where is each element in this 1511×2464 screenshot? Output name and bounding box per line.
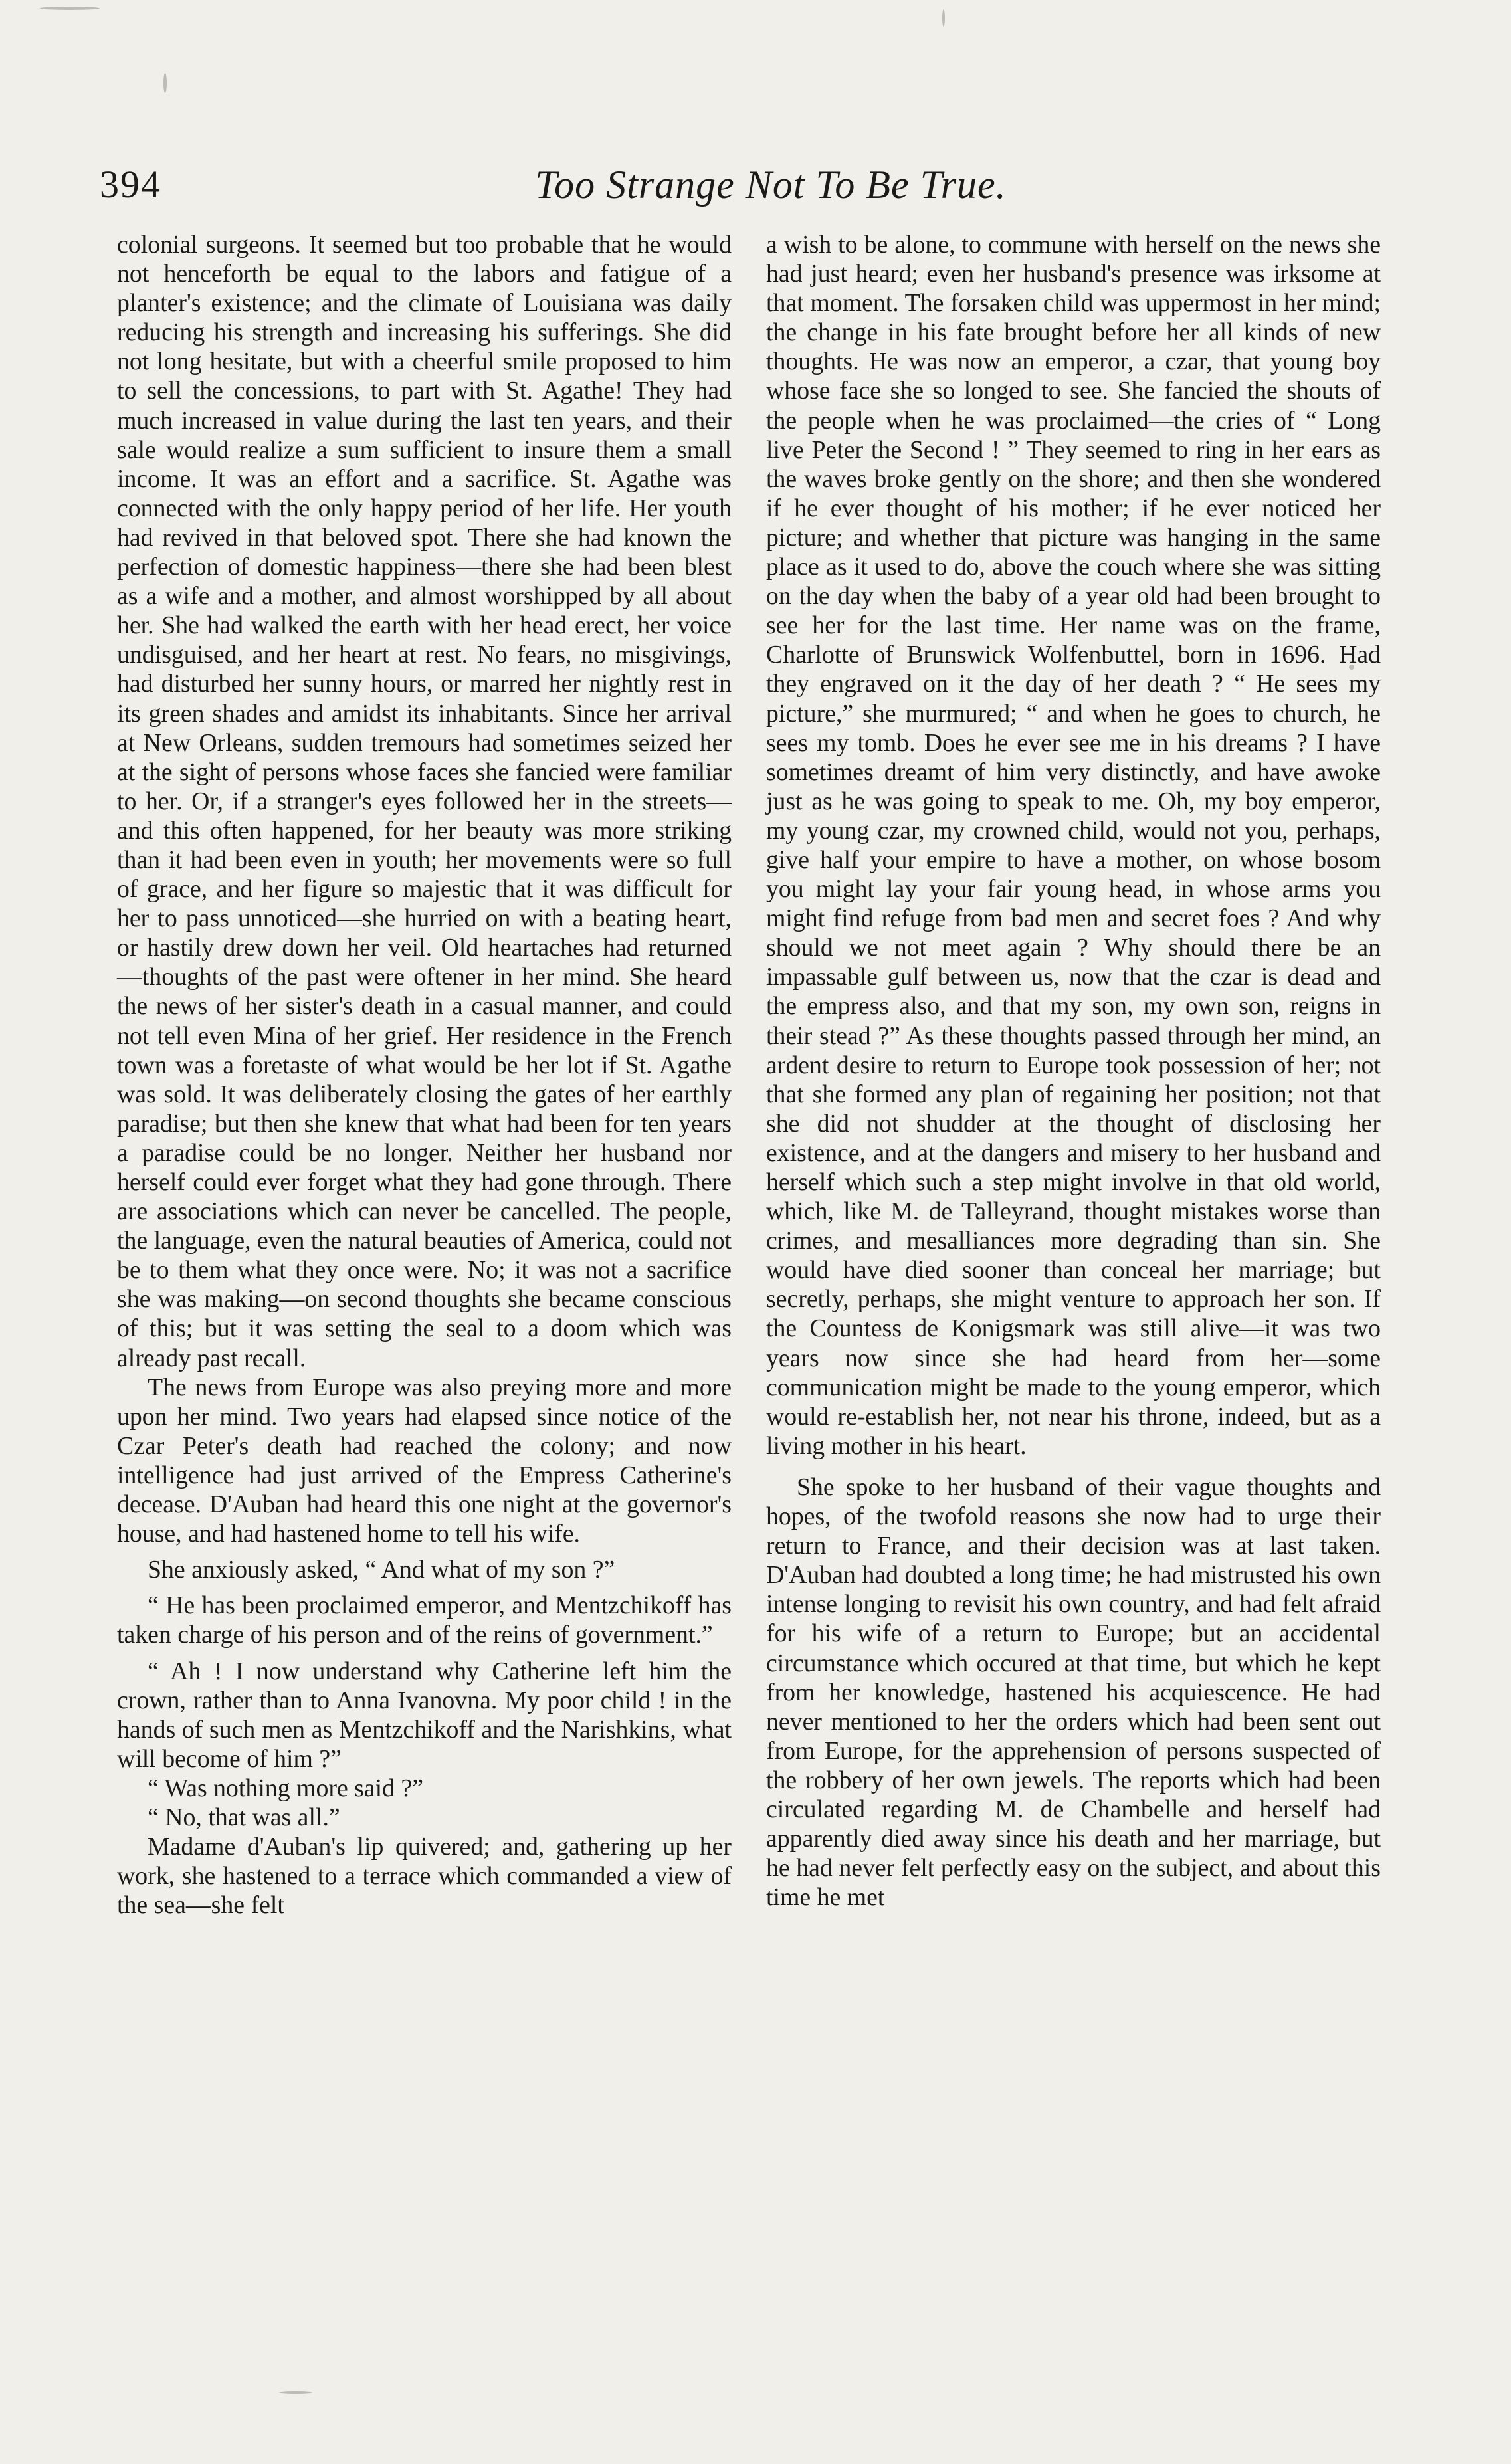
paragraph: “ Ah ! I now understand why Catherine left him the crown, rather than to Anna Ivanovna. My poor child ! in the hands of such men as Mentzchikoff and the Narishkins, what will become of him ?” (117, 1657, 732, 1773)
paragraph: a wish to be alone, to commune with herself on the news she had just heard; even her husband's presence was irksome at that moment. The forsaken child was uppermost in her mind; the change in his fate brought before her all kinds of new thoughts. He was now an emperor, a czar, that young boy whose face she so longed to see. She fancied the shouts of the people when he was proclaimed—the cries of “ Long live Peter the Second ! ” They seemed to ring in her ears as the waves broke gently on the shore; and then she wondered if he ever thought of his mother; if he ever noticed her picture; and whether that picture was hanging in the same place as it used to do, above the couch where she was sitting on the day when the baby of a year old had been brought to see her for the last time. Her name was on the frame, Charlotte of Brunswick Wolfenbuttel, born in 1696. Had they engraved on it the day of her death ? “ He sees my picture,” she murmured; “ and when he goes to church, he sees my tomb. Does he ever see me in his dreams ? I have sometimes dreamt of him very distinctly, and have awoke just as he was going to speak to me. Oh, my boy emperor, my young czar, my crowned child, would not you, perhaps, give half your empire to have a mother, on whose bosom you might lay your fair young head, in whose arms you might find refuge from bad men and secret foes ? And why should we not meet again ? Why should there be an impassable gulf between us, now that the czar is dead and the empress also, and that my son, my own son, reigns in their stead ?” As these thoughts passed through her mind, an ardent desire to return to Europe took possession of her; not that she formed any plan of regaining her position; not that she did not shudder at the thought of disclosing her existence, and at the dangers and misery to her husband and herself which such a step might involve in that old world, which, like M. de Talleyrand, thought mistakes worse than crimes, and mesalliances more degrading than sin. She would have died sooner than conceal her marriage; but secretly, perhaps, she might venture to approach her son. If the Countess de Konigsmark was still alive—it was two years now since she had heard from her—some communication might be made to the young emperor, which would re-establish her, not near his throne, indeed, but as a living mother in his heart. (766, 231, 1381, 1460)
right-column (766, 230, 1381, 1912)
paragraph: She anxiously asked, “ And what of my son ?” (148, 1556, 615, 1584)
left-column (117, 230, 732, 1920)
paragraph: Madame d'Auban's lip quivered; and, gathering up her work, she hastened to a terrace which commanded a view of the sea—she felt (117, 1833, 732, 1920)
page-header (100, 158, 1415, 218)
paragraph: The news from Europe was also preying more and more upon her mind. Two years had elapsed since notice of the Czar Peter's death had reached the colony; and now intelligence had just arrived of the Empress Catherine's decease. D'Auban had heard this one night at the governor's house, and had hastened home to tell his wife. (117, 1373, 732, 1548)
paragraph: “ He has been proclaimed emperor, and Mentzchikoff has taken charge of his person and of the reins of government.” (117, 1591, 732, 1649)
page-number: 394 (100, 163, 161, 206)
paragraph: colonial surgeons. It seemed but too probable that he would not henceforth be equal to the labors and fatigue of a planter's existence; and the climate of Louisiana was daily reducing his strength and increasing his sufferings. She did not long hesitate, but with a cheerful smile proposed to him to sell the concessions, to part with St. Agathe! They had much increased in value during the last ten years, and their sale would realize a sum sufficient to insure them a small income. It was an effort and a sacrifice. St. Agathe was connected with the only happy period of her life. Her youth had revived in that beloved spot. There she had known the perfection of domestic happiness—there she had been blest as a wife and a mother, and almost worshipped by all about her. She had walked the earth with her head erect, her voice undisguised, and her heart at rest. No fears, no misgivings, had disturbed her sunny hours, or marred her nightly rest in its green shades and amidst its inhabitants. Since her arrival at New Orleans, sudden tremours had sometimes seized her at the sight of persons whose faces she fancied were familiar to her. Or, if a stranger's eyes followed her in the streets—and this often happened, for her beauty was more striking than it had been even in youth; her movements were so full of grace, and her figure so majestic that it was difficult for her to pass unnoticed—she hurried on with a beating heart, or hastily drew down her veil. Old heartaches had returned—thoughts of the past were oftener in her mind. She heard the news of her sister's death in a casual manner, and could not tell even Mina of her grief. Her residence in the French town was a foretaste of what would be her lot if St. Agathe was sold. It was deliberately closing the gates of her earthly paradise; but then she knew that what had been for ten years a paradise could be no longer. Neither her husband nor herself could ever forget what they had gone through. There are associations which can never be cancelled. The people, the language, even the natural beauties of America, could not be to them what they once were. No; it was not a sacrifice she was making—on second thoughts she became conscious of this; but it was setting the seal to a doom which was already past recall. (117, 231, 732, 1372)
running-title: Too Strange Not To Be True. (535, 163, 1007, 207)
paragraph: “ No, that was all.” (148, 1803, 340, 1831)
paragraph: She spoke to her husband of their vague thoughts and hopes, of the twofold reasons she now had to urge their return to France, and their decision was at last taken. D'Auban had doubted a long time; he had mistrusted his own intense longing to revisit his own country, and had felt afraid for his wife of a return to Europe; but an accidental circumstance which occured at that time, but which he kept from her knowledge, hastened his acquiescence. He had never mentioned to her the orders which had been sent out from Europe, for the apprehension of persons suspected of the robbery of her own jewels. The reports which had been circulated regarding M. de Chambelle and herself had apparently died away since his death and her marriage, but he had never felt perfectly easy on the subject, and about this time he met (766, 1473, 1381, 1912)
paragraph: “ Was nothing more said ?” (148, 1774, 424, 1802)
